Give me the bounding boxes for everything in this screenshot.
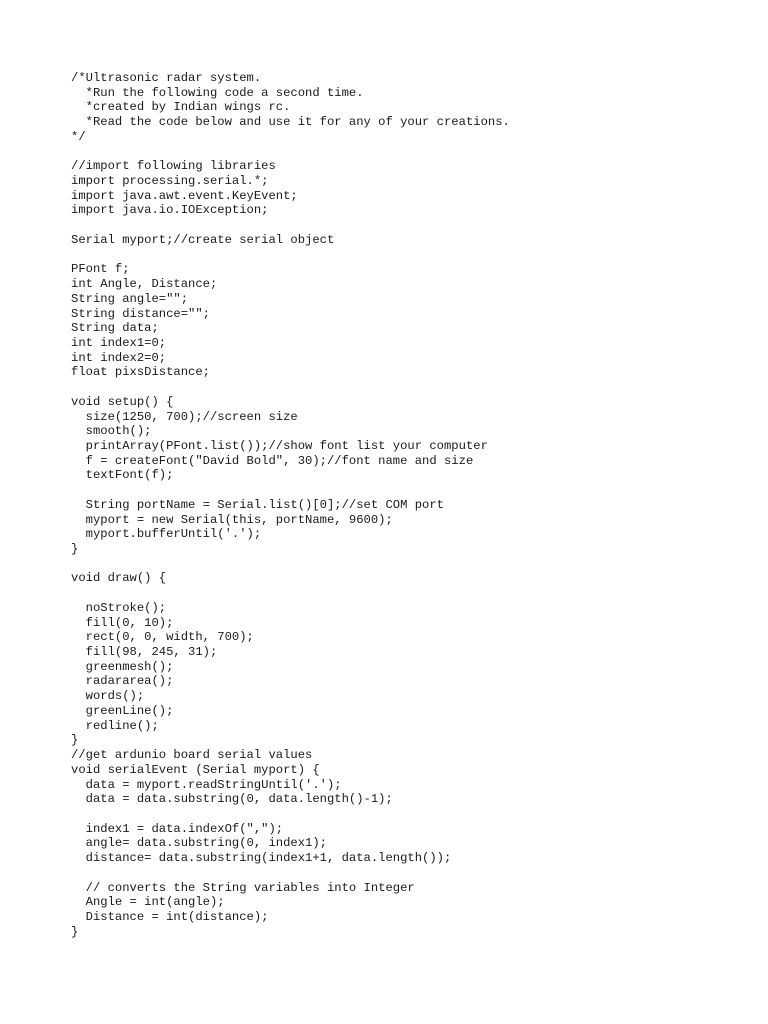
code-line: String portName = Serial.list()[0];//set COM port bbox=[71, 497, 444, 512]
code-line: words(); bbox=[71, 689, 145, 704]
code-line: textFont(f); bbox=[71, 468, 174, 483]
code-line: } bbox=[71, 924, 79, 939]
code-line bbox=[71, 557, 751, 572]
code-line: size(1250, 700);//screen size bbox=[71, 409, 298, 424]
code-line: Angle = int(angle); bbox=[71, 895, 225, 910]
code-line: } bbox=[71, 542, 79, 556]
code-line: //get ardunio board serial values bbox=[71, 748, 313, 763]
code-line: fill(98, 245, 31); bbox=[71, 645, 218, 660]
code-line bbox=[71, 483, 751, 498]
code-line: *Run the following code a second time. bbox=[71, 85, 364, 100]
code-line: import java.io.IOException; bbox=[71, 203, 269, 218]
code-line: String data; bbox=[71, 321, 159, 336]
code-line bbox=[71, 248, 751, 263]
code-line: import java.awt.event.KeyEvent; bbox=[71, 188, 298, 203]
code-line bbox=[71, 380, 751, 395]
code-line: smooth(); bbox=[71, 424, 152, 439]
code-line: PFont f; bbox=[71, 262, 130, 277]
code-line bbox=[71, 145, 751, 160]
code-line: greenLine(); bbox=[71, 703, 174, 718]
code-line: radararea(); bbox=[71, 674, 174, 689]
code-line: greenmesh(); bbox=[71, 659, 174, 674]
code-line bbox=[71, 586, 751, 601]
code-line: // converts the String variables into Integer bbox=[71, 880, 415, 895]
code-line: import processing.serial.*; bbox=[71, 174, 269, 189]
code-block bbox=[71, 71, 751, 939]
code-line: Distance = int(distance); bbox=[71, 909, 269, 924]
code-line bbox=[71, 218, 751, 233]
code-line: String angle=""; bbox=[71, 291, 189, 306]
code-line: index1 = data.indexOf(","); bbox=[71, 821, 284, 836]
code-line: int index1=0; bbox=[71, 335, 167, 350]
code-line: distance= data.substring(index1+1, data.length()); bbox=[71, 851, 452, 866]
code-line bbox=[71, 866, 751, 881]
code-line: //import following libraries bbox=[71, 159, 276, 174]
code-line: myport = new Serial(this, portName, 9600); bbox=[71, 512, 393, 527]
code-line: fill(0, 10); bbox=[71, 615, 174, 630]
code-line: data = myport.readStringUntil('.'); bbox=[71, 777, 342, 792]
code-line: int index2=0; bbox=[71, 350, 167, 365]
code-line: void setup() { bbox=[71, 394, 174, 409]
code-line: printArray(PFont.list());//show font list your computer bbox=[71, 438, 488, 453]
code-line: f = createFont("David Bold", 30);//font name and size bbox=[71, 453, 474, 468]
code-line: int Angle, Distance; bbox=[71, 277, 218, 292]
code-line: data = data.substring(0, data.length()-1); bbox=[71, 792, 393, 807]
code-line: void draw() { bbox=[71, 571, 167, 586]
code-line: */ bbox=[71, 129, 86, 144]
code-line: /*Ultrasonic radar system. bbox=[71, 71, 262, 85]
code-line: redline(); bbox=[71, 718, 159, 733]
code-line: *Read the code below and use it for any of your creations. bbox=[71, 115, 510, 130]
code-line: float pixsDistance; bbox=[71, 365, 210, 380]
code-line: myport.bufferUntil('.'); bbox=[71, 527, 262, 542]
code-line: *created by Indian wings rc. bbox=[71, 100, 291, 115]
code-line: noStroke(); bbox=[71, 600, 167, 615]
code-line: Serial myport;//create serial object bbox=[71, 232, 335, 247]
code-line: angle= data.substring(0, index1); bbox=[71, 836, 327, 851]
code-line bbox=[71, 807, 751, 822]
code-line: rect(0, 0, width, 700); bbox=[71, 630, 254, 645]
code-line: } bbox=[71, 733, 79, 748]
code-line: String distance=""; bbox=[71, 306, 210, 321]
code-line: void serialEvent (Serial myport) { bbox=[71, 762, 320, 777]
